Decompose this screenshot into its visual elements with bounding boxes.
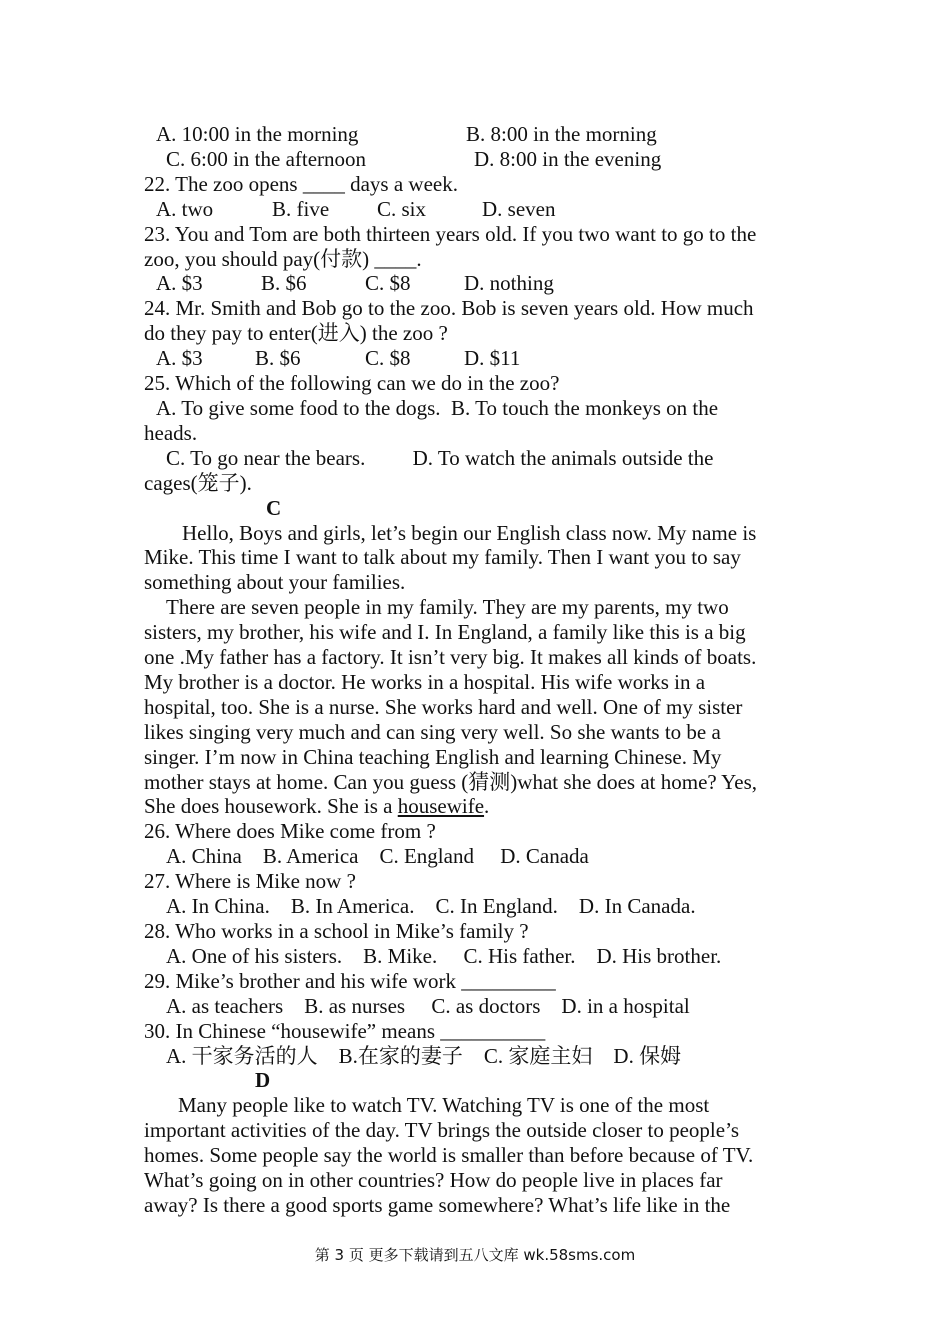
q25-options-line4: cages(笼子).: [144, 470, 252, 495]
q24-option-d: D. $11: [464, 346, 521, 371]
passage-c-last-pre: She does housework. She is a: [144, 794, 398, 819]
passage-c-last-post: .: [484, 794, 490, 819]
q27-stem: 27. Where is Mike now ?: [144, 869, 356, 894]
passage-c-line: sisters, my brother, his wife and I. In England, a family like this is a big: [144, 620, 746, 645]
q25-options-line2: heads.: [144, 420, 198, 445]
passage-d-line: homes. Some people say the world is smaller than before because of TV.: [144, 1143, 754, 1168]
section-d-heading: D: [255, 1068, 271, 1093]
q23-option-d: D. nothing: [464, 271, 554, 296]
q22-option-a: A. two: [156, 196, 214, 221]
q30-options: A. 干家务活的人 B.在家的妻子 C. 家庭主妇 D. 保姆: [166, 1043, 682, 1068]
underlined-word-housewife: housewife: [397, 794, 485, 819]
q24-options: [144, 346, 804, 371]
q22-option-b: B. five: [272, 196, 330, 221]
passage-c-line: likes singing very much and can sing very well. So she wants to be a: [144, 719, 721, 744]
passage-d-line: away? Is there a good sports game somewhere? What’s life like in the: [144, 1192, 731, 1217]
q22-options: [144, 197, 804, 222]
q21-option-b: B. 8:00 in the morning: [466, 122, 657, 146]
q29-stem: 29. Mike’s brother and his wife work _________: [144, 968, 556, 993]
q25-options-line3: C. To go near the bears. D. To watch the animals outside the: [166, 445, 714, 470]
q23-stem-line1: 23. You and Tom are both thirteen years old. If you two want to go to the: [144, 221, 757, 246]
q23-option-c: C. $8: [365, 271, 411, 296]
q30-stem: 30. In Chinese “housewife” means __________: [144, 1018, 546, 1043]
q23-stem-line2: zoo, you should pay(付款) ____.: [144, 246, 422, 271]
passage-d-line: Many people like to watch TV. Watching TV is one of the most: [178, 1093, 710, 1118]
passage-c-line: singer. I’m now in China teaching English and learning Chinese. My: [144, 744, 722, 769]
passage-d-line: What’s going on in other countries? How do people live in places far: [144, 1168, 723, 1193]
page-footer: 第 3 页 更多下载请到五八文库 wk.58sms.com: [314, 1246, 636, 1264]
passage-c-line: mother stays at home. Can you guess (猜测)what she does at home? Yes,: [144, 769, 757, 794]
document-page: [144, 122, 804, 1218]
q21-option-c: C. 6:00 in the afternoon: [166, 146, 367, 171]
q22-stem: 22. The zoo opens ____ days a week.: [144, 171, 458, 196]
q29-options: A. as teachers B. as nurses C. as doctors D. in a hospital: [166, 993, 690, 1018]
q25-stem: 25. Which of the following can we do in the zoo?: [144, 371, 560, 396]
passage-c-line: Hello, Boys and girls, let’s begin our English class now. My name is: [182, 520, 757, 545]
q28-options: A. One of his sisters. B. Mike. C. His father. D. His brother.: [166, 943, 722, 968]
q21-option-a: A. 10:00 in the morning: [156, 122, 359, 146]
section-c-heading: C: [266, 495, 282, 520]
q24-stem-line1: 24. Mr. Smith and Bob go to the zoo. Bob is seven years old. How much: [144, 296, 754, 321]
q21-option-d: D. 8:00 in the evening: [474, 146, 662, 171]
q26-options: A. China B. America C. England D. Canada: [166, 844, 589, 869]
q26-stem: 26. Where does Mike come from ?: [144, 819, 436, 844]
q28-stem: 28. Who works in a school in Mike’s family ?: [144, 919, 529, 943]
q21-options-row2: [144, 147, 804, 172]
q24-stem-line2: do they pay to enter(进入) the zoo ?: [144, 321, 448, 346]
passage-c-line: hospital, too. She is a nurse. She works hard and well. One of my sister: [144, 694, 743, 719]
passage-c-line: My brother is a doctor. He works in a hospital. His wife works in a: [144, 669, 706, 694]
q24-option-a: A. $3: [156, 346, 203, 371]
passage-c-line: one .My father has a factory. It isn’t very big. It makes all kinds of boats.: [144, 645, 757, 670]
q25-options-line1: A. To give some food to the dogs. B. To touch the monkeys on the: [156, 395, 719, 420]
q22-option-c: C. six: [377, 196, 427, 221]
passage-c-line: There are seven people in my family. They are my parents, my two: [166, 595, 729, 620]
passage-c-last-line: [144, 794, 804, 819]
q23-options: [144, 271, 804, 296]
q23-option-b: B. $6: [261, 271, 307, 296]
q21-options-row1: [144, 122, 804, 147]
q24-option-b: B. $6: [255, 346, 301, 371]
q23-option-a: A. $3: [156, 271, 203, 296]
passage-c-line: something about your families.: [144, 570, 406, 595]
q22-option-d: D. seven: [482, 196, 556, 221]
passage-d-line: important activities of the day. TV brings the outside closer to people’s: [144, 1118, 740, 1143]
passage-c-line: Mike. This time I want to talk about my family. Then I want you to say: [144, 545, 741, 570]
q24-option-c: C. $8: [365, 346, 411, 371]
q27-options: A. In China. B. In America. C. In England. D. In Canada.: [166, 894, 696, 919]
